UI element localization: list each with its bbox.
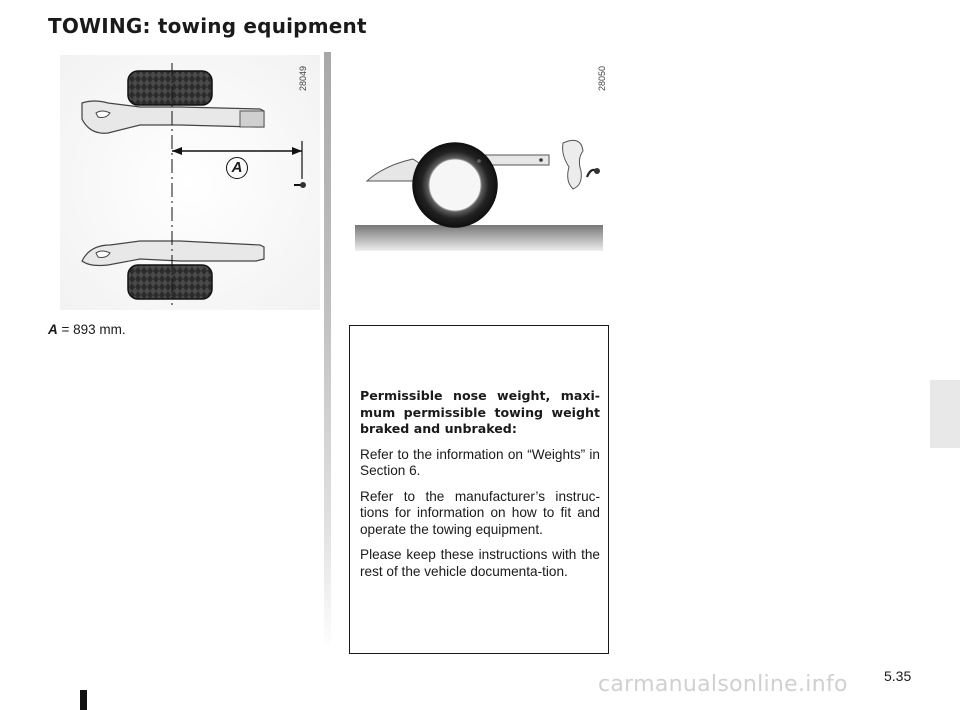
info-box — [349, 325, 609, 654]
section-tab — [930, 380, 960, 448]
towbar-top-view-illustration — [60, 55, 320, 310]
corner-mark — [80, 690, 87, 710]
dimension-label-a: A — [226, 157, 248, 179]
caption-symbol: A — [48, 322, 58, 337]
caption-value: = 893 mm. — [57, 322, 126, 337]
page-title: TOWING: towing equipment — [48, 14, 367, 38]
info-paragraph-documentation: Please keep these instructions with the rest of the vehicle documenta-tion. — [360, 547, 600, 579]
watermark-text: carmanualsonline.info — [598, 672, 848, 697]
towbar-side-view-figure — [345, 55, 615, 255]
page-number: 5.35 — [884, 668, 912, 684]
towbar-side-view-illustration — [345, 55, 615, 255]
info-paragraph-instructions: Refer to the manufacturer’s instruc-tions for information on how to fit and operate the towing equipment. — [360, 488, 600, 537]
figure-id-left: 28049 — [298, 65, 308, 91]
info-paragraph-weights: Refer to the information on “Weights” in Section 6. — [360, 446, 600, 478]
figure-id-right: 28050 — [597, 65, 607, 91]
towbar-top-view-figure — [60, 55, 320, 310]
dimension-caption — [48, 322, 126, 337]
column-divider — [324, 52, 331, 652]
info-heading: Permissible nose weight, maxi-mum permissible towing weight braked and unbraked: — [360, 388, 600, 436]
